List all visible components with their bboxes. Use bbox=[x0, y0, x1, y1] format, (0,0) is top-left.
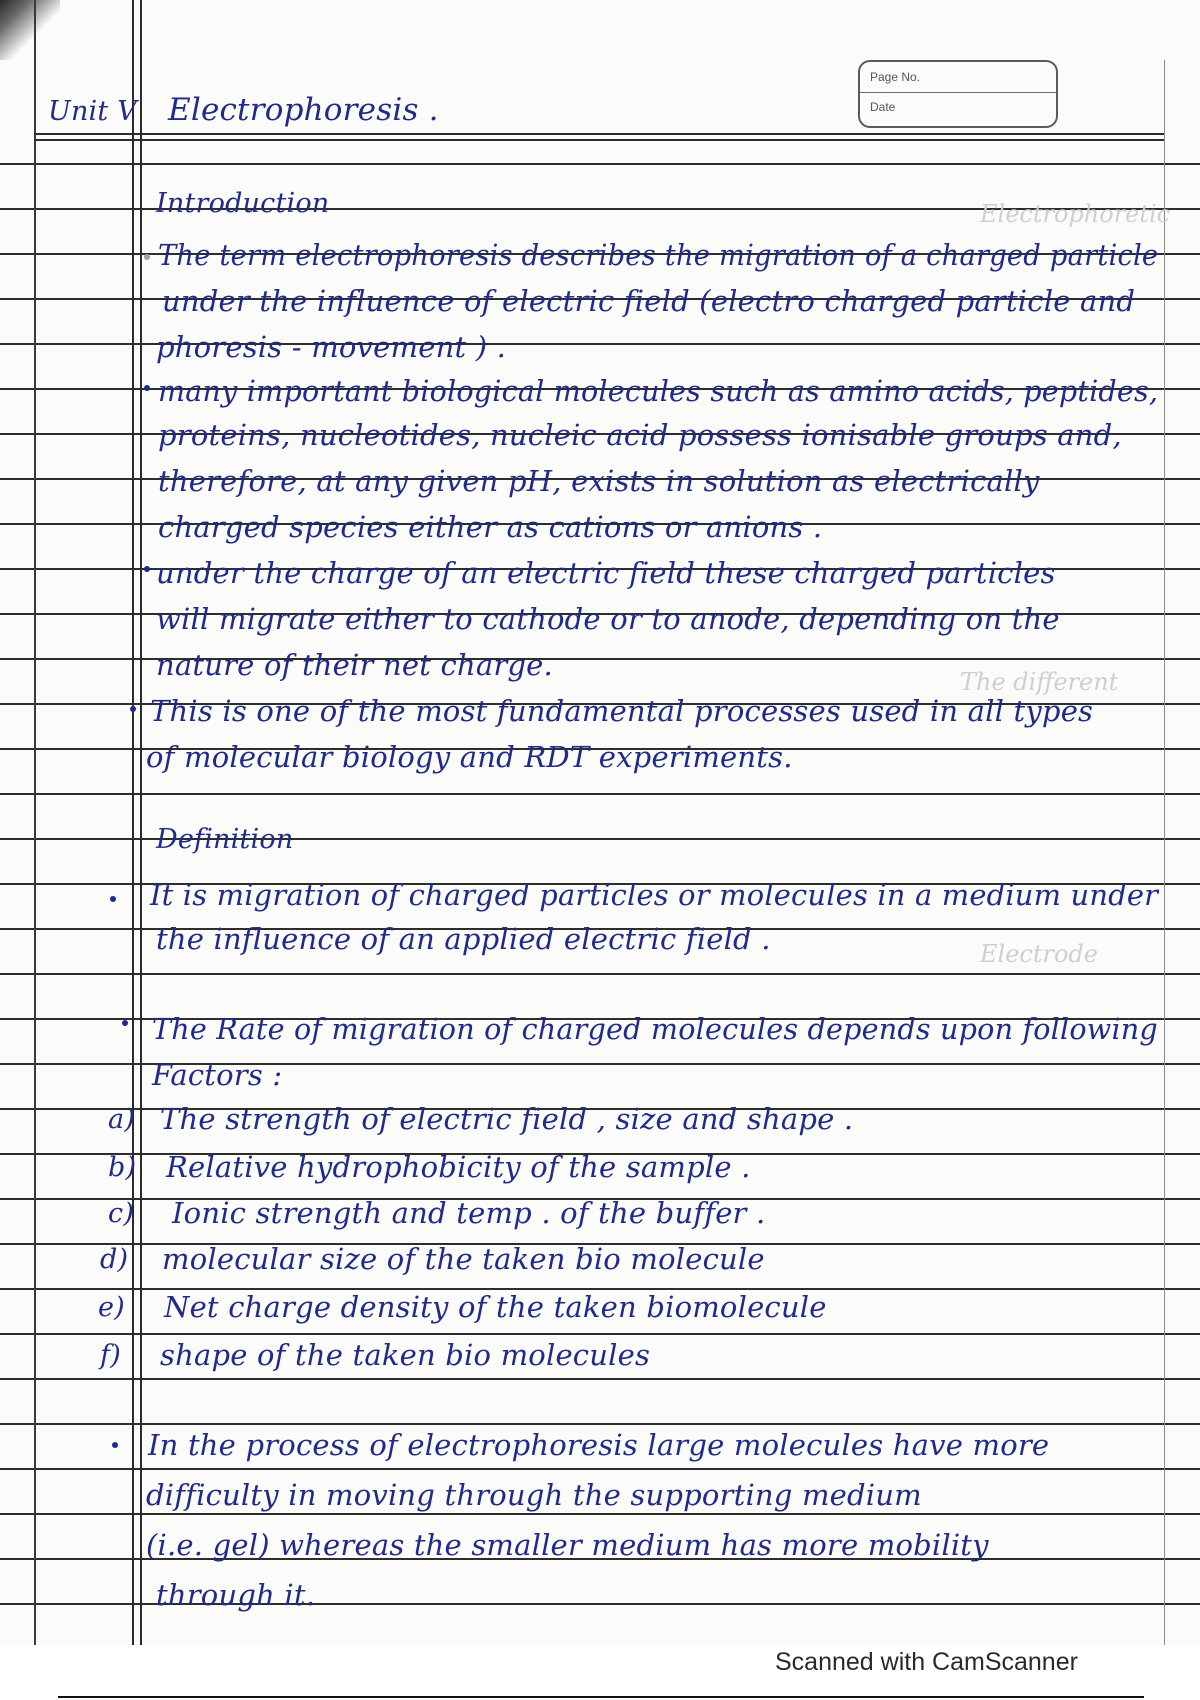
intro-line: The term electrophoresis describes the migration of a charged particle bbox=[158, 238, 1159, 272]
factor-text: Net charge density of the taken biomolecule bbox=[164, 1290, 827, 1324]
intro-line: under the influence of electric field (electro charged particle and bbox=[162, 284, 1136, 318]
intro-line: of molecular biology and RDT experiments. bbox=[146, 740, 793, 774]
intro-line: nature of their net charge. bbox=[156, 648, 553, 682]
bullet bbox=[112, 1442, 118, 1448]
bleed-through-text: Electrophoretic bbox=[980, 200, 1171, 228]
footer-rule bbox=[58, 1696, 1144, 1698]
page-number-date-box bbox=[858, 60, 1058, 128]
factor-text: shape of the taken bio molecules bbox=[160, 1338, 651, 1372]
page-no-label: Page No. bbox=[870, 70, 921, 84]
definition-line: Factors : bbox=[152, 1058, 283, 1092]
date-label: Date bbox=[870, 100, 896, 114]
page-box-divider bbox=[860, 92, 1056, 93]
introduction-heading: Introduction bbox=[156, 188, 330, 219]
bleed-through-text: The different bbox=[960, 668, 1119, 696]
margin-line bbox=[132, 0, 134, 1650]
bullet bbox=[110, 896, 116, 902]
margin-line bbox=[140, 0, 142, 1650]
factor-label: f) bbox=[100, 1340, 121, 1371]
left-page-edge bbox=[34, 0, 36, 1650]
closing-line: In the process of electrophoresis large molecules have more bbox=[148, 1428, 1050, 1462]
closing-line: (i.e. gel) whereas the smaller medium has more mobility bbox=[146, 1528, 989, 1562]
bullet bbox=[130, 706, 136, 712]
factor-label: b) bbox=[108, 1152, 137, 1183]
page-title: Electrophoresis . bbox=[168, 92, 439, 128]
factor-label: d) bbox=[100, 1244, 129, 1275]
intro-line: This is one of the most fundamental processes used in all types bbox=[150, 694, 1094, 728]
factor-label: e) bbox=[98, 1292, 125, 1323]
intro-line: therefore, at any given pH, exists in solution as electrically bbox=[158, 464, 1040, 498]
header-rule bbox=[34, 133, 1164, 135]
bullet bbox=[144, 254, 150, 260]
scan-corner-shadow bbox=[0, 0, 60, 60]
factor-text: molecular size of the taken bio molecule bbox=[162, 1242, 765, 1276]
definition-line: The Rate of migration of charged molecules depends upon following bbox=[152, 1012, 1158, 1046]
factor-label: c) bbox=[108, 1198, 135, 1229]
intro-line: many important biological molecules such as amino acids, peptides, bbox=[158, 374, 1159, 408]
definition-line: It is migration of charged particles or molecules in a medium under bbox=[150, 878, 1159, 912]
intro-line: under the charge of an electric field these charged particles bbox=[156, 556, 1056, 590]
right-page-edge bbox=[1164, 60, 1165, 1650]
factor-text: Relative hydrophobicity of the sample . bbox=[166, 1150, 751, 1184]
header-rule bbox=[34, 139, 1164, 141]
bleed-through-text: Electrode bbox=[980, 940, 1098, 968]
bullet bbox=[122, 1020, 128, 1026]
definition-heading: Definition bbox=[156, 824, 294, 855]
bullet bbox=[144, 566, 150, 572]
scanner-watermark: Scanned with CamScanner bbox=[775, 1648, 1078, 1676]
intro-line: phoresis - movement ) . bbox=[156, 330, 507, 364]
factor-text: Ionic strength and temp . of the buffer . bbox=[172, 1196, 766, 1230]
unit-label: Unit V bbox=[48, 96, 137, 127]
bullet bbox=[144, 385, 150, 391]
intro-line: charged species either as cations or anions . bbox=[158, 510, 823, 544]
intro-line: will migrate either to cathode or to anode, depending on the bbox=[156, 602, 1060, 636]
closing-line: difficulty in moving through the supporting medium bbox=[146, 1478, 922, 1512]
definition-line: the influence of an applied electric field . bbox=[156, 922, 771, 956]
factor-text: The strength of electric field , size and shape . bbox=[160, 1102, 854, 1136]
factor-label: a) bbox=[108, 1104, 136, 1135]
closing-line: through it. bbox=[156, 1578, 316, 1612]
intro-line: proteins, nucleotides, nucleic acid possess ionisable groups and, bbox=[158, 418, 1122, 452]
